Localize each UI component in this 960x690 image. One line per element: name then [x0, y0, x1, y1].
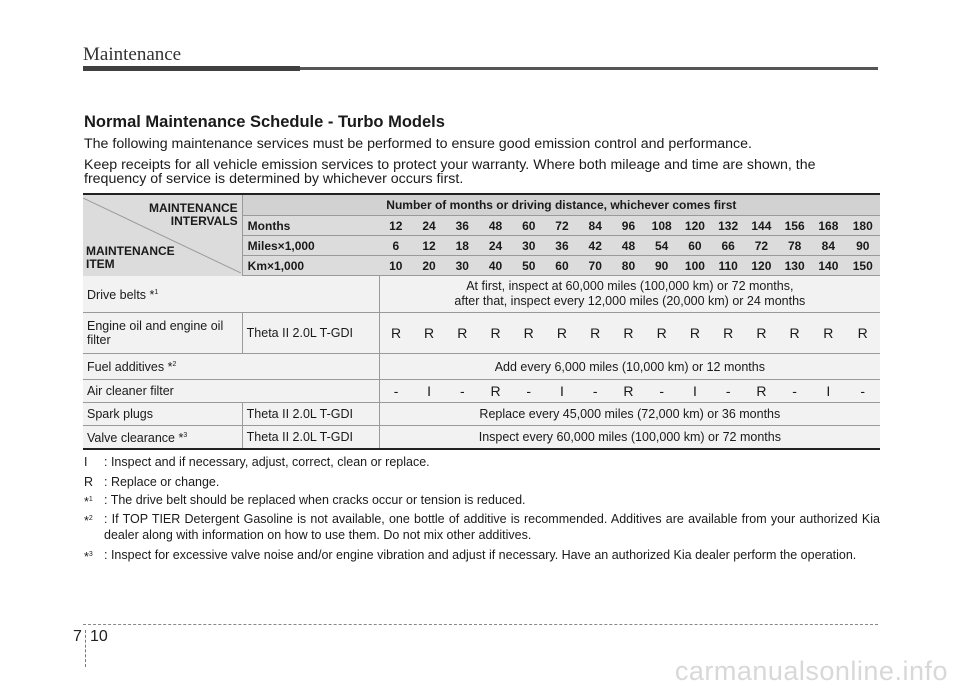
chapter-number: 7 [73, 628, 82, 645]
km-cell: 120 [745, 256, 778, 276]
page-number: 10 [90, 628, 108, 645]
row-engine-oil [83, 313, 880, 354]
intro-paragraph-2-line-2: frequency of service is determined by whichever occurs first. [84, 171, 464, 187]
engine-oil-value: R [712, 313, 745, 354]
months-cell: 168 [811, 216, 845, 236]
spark-plugs-item: Spark plugs [83, 403, 242, 426]
drive-belts-schedule: At first, inspect at 60,000 miles (100,000 km) or 72 months, after that, inspect every 12,000 miles (20,000 km) or 24 months [379, 276, 880, 313]
months-label: Months [242, 216, 379, 236]
section-title: Maintenance [83, 44, 182, 65]
km-cell: 150 [845, 256, 880, 276]
miles-cell: 42 [579, 236, 612, 256]
air-cleaner-value: - [512, 380, 545, 403]
months-cell: 36 [446, 216, 479, 236]
miles-cell: 78 [778, 236, 811, 256]
miles-cell: 90 [845, 236, 880, 256]
months-cell: 24 [412, 216, 445, 236]
corner-item-label: MAINTENANCE ITEM [86, 243, 175, 271]
air-cleaner-value: I [412, 380, 445, 403]
air-cleaner-value: R [479, 380, 512, 403]
valve-clearance-engine: Theta II 2.0L T-GDI [242, 426, 379, 449]
engine-oil-value: R [645, 313, 678, 354]
engine-oil-value: R [745, 313, 778, 354]
months-cell: 144 [745, 216, 778, 236]
km-cell: 90 [645, 256, 678, 276]
row-spark-plugs [83, 403, 880, 426]
months-cell: 108 [645, 216, 678, 236]
months-cell: 156 [778, 216, 811, 236]
engine-oil-value: R [545, 313, 578, 354]
spark-plugs-engine: Theta II 2.0L T-GDI [242, 403, 379, 426]
miles-cell: 6 [379, 236, 412, 256]
air-cleaner-value: - [579, 380, 612, 403]
months-cell: 96 [612, 216, 645, 236]
months-cell: 84 [579, 216, 612, 236]
km-cell: 110 [712, 256, 745, 276]
engine-oil-value: R [479, 313, 512, 354]
miles-cell: 66 [712, 236, 745, 256]
engine-oil-value: R [579, 313, 612, 354]
engine-oil-value: R [678, 313, 711, 354]
table-corner-header [83, 194, 242, 276]
engine-oil-value: R [446, 313, 479, 354]
footer-divider [83, 624, 878, 625]
miles-cell: 36 [545, 236, 578, 256]
row-valve-clearance [83, 426, 880, 449]
km-cell: 10 [379, 256, 412, 276]
engine-oil-value: R [412, 313, 445, 354]
km-cell: 140 [811, 256, 845, 276]
km-cell: 40 [479, 256, 512, 276]
valve-clearance-item: Valve clearance *$^3$ [83, 426, 242, 449]
miles-label: Miles×1,000 [242, 236, 379, 256]
page-heading: Normal Maintenance Schedule - Turbo Models [84, 113, 445, 131]
air-cleaner-value: - [845, 380, 880, 403]
miles-cell: 48 [612, 236, 645, 256]
spark-plugs-schedule: Replace every 45,000 miles (72,000 km) or 36 months [379, 403, 880, 426]
air-cleaner-value: - [712, 380, 745, 403]
row-air-cleaner [83, 380, 880, 403]
air-cleaner-value: - [446, 380, 479, 403]
engine-oil-value: R [778, 313, 811, 354]
air-cleaner-value: I [678, 380, 711, 403]
km-cell: 60 [545, 256, 578, 276]
km-cell: 50 [512, 256, 545, 276]
months-cell: 120 [678, 216, 711, 236]
engine-oil-value: R [612, 313, 645, 354]
fuel-additives-schedule: Add every 6,000 miles (10,000 km) or 12 months [379, 354, 880, 380]
row-fuel-additives [83, 354, 880, 380]
engine-oil-value: R [512, 313, 545, 354]
air-cleaner-value: I [811, 380, 845, 403]
miles-cell: 18 [446, 236, 479, 256]
top-header: Number of months or driving distance, whichever comes first [242, 194, 880, 216]
air-cleaner-value: - [379, 380, 412, 403]
valve-clearance-schedule: Inspect every 60,000 miles (100,000 km) or 72 months [379, 426, 880, 449]
months-cell: 180 [845, 216, 880, 236]
km-cell: 100 [678, 256, 711, 276]
engine-oil-value: R [379, 313, 412, 354]
air-cleaner-value: R [745, 380, 778, 403]
km-cell: 130 [778, 256, 811, 276]
page-number-divider [85, 630, 86, 667]
miles-cell: 72 [745, 236, 778, 256]
air-cleaner-value: - [645, 380, 678, 403]
air-cleaner-value: I [545, 380, 578, 403]
engine-oil-engine: Theta II 2.0L T-GDI [242, 313, 379, 354]
miles-cell: 30 [512, 236, 545, 256]
km-label: Km×1,000 [242, 256, 379, 276]
header-bar-dark [83, 66, 300, 71]
miles-cell: 84 [811, 236, 845, 256]
months-cell: 48 [479, 216, 512, 236]
maintenance-schedule-table [83, 193, 880, 450]
km-cell: 30 [446, 256, 479, 276]
km-cell: 80 [612, 256, 645, 276]
km-cell: 20 [412, 256, 445, 276]
corner-intervals-label: MAINTENANCE INTERVALS [149, 200, 238, 228]
months-cell: 132 [712, 216, 745, 236]
months-cell: 72 [545, 216, 578, 236]
miles-cell: 54 [645, 236, 678, 256]
air-cleaner-item: Air cleaner filter [83, 380, 379, 403]
engine-oil-value: R [845, 313, 880, 354]
intro-paragraph-2-line-1: Keep receipts for all vehicle emission services to protect your warranty. Where both mileage and time are shown, the [84, 157, 816, 173]
watermark: carmanualsonline.info [674, 656, 948, 686]
fuel-additives-item: Fuel additives *$^2$ [83, 354, 379, 380]
engine-oil-value: R [811, 313, 845, 354]
miles-cell: 24 [479, 236, 512, 256]
intro-paragraph-1: The following maintenance services must be performed to ensure good emission control and performance. [84, 136, 752, 152]
row-drive-belts [83, 276, 880, 313]
months-cell: 12 [379, 216, 412, 236]
air-cleaner-value: R [612, 380, 645, 403]
air-cleaner-value: - [778, 380, 811, 403]
km-cell: 70 [579, 256, 612, 276]
months-cell: 60 [512, 216, 545, 236]
drive-belts-item: Drive belts *$^1$ [83, 276, 379, 313]
engine-oil-item: Engine oil and engine oil filter [83, 313, 242, 354]
miles-cell: 12 [412, 236, 445, 256]
header-bar-line [300, 67, 878, 70]
miles-cell: 60 [678, 236, 711, 256]
